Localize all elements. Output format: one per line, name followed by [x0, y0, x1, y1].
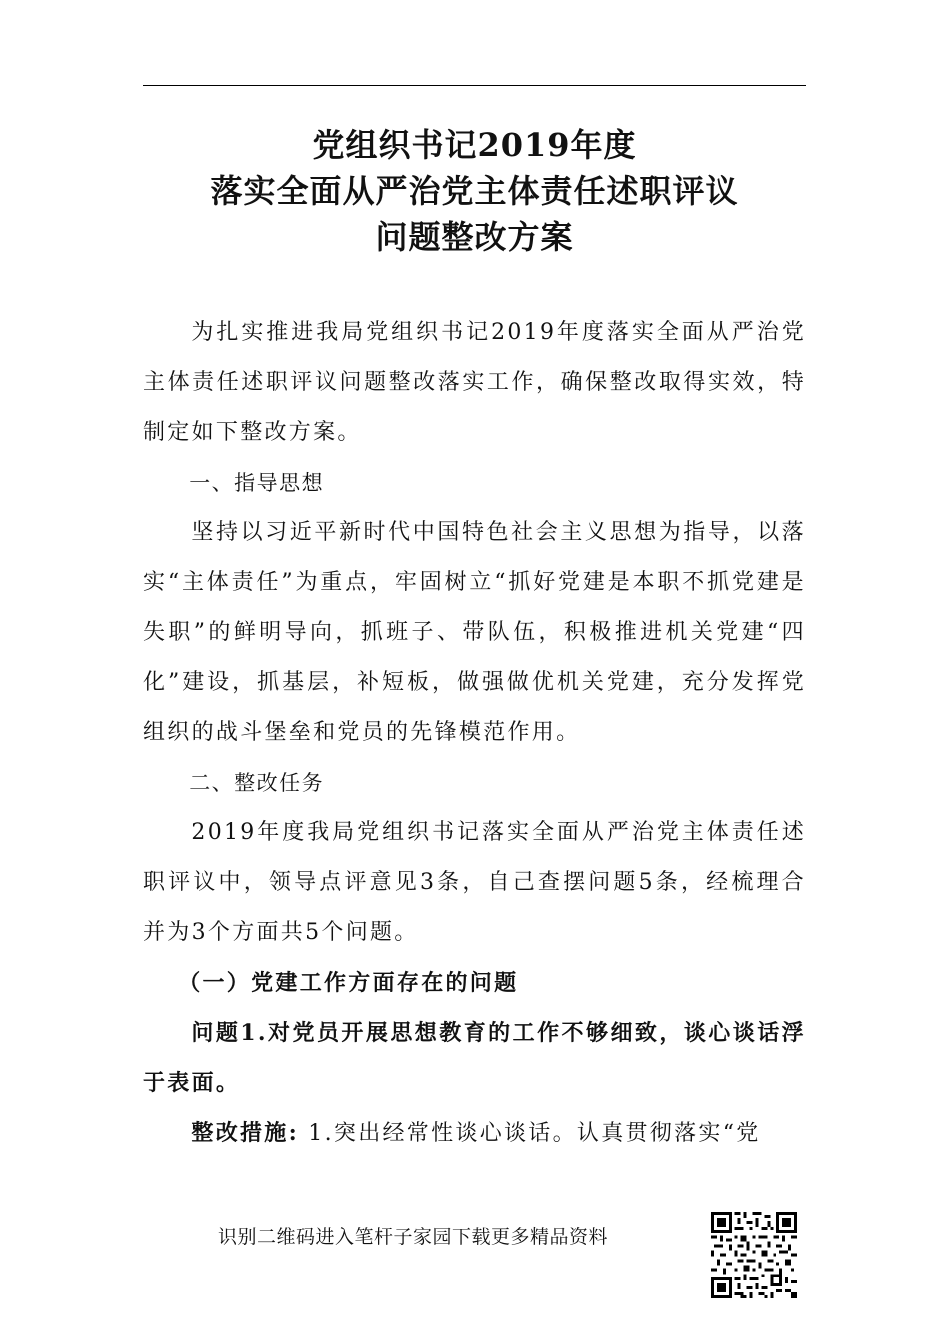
document-body	[143, 308, 806, 1159]
intro-paragraph: 为扎实推进我局党组织书记2019年度落实全面从严治党主体责任述职评议问题整改落实工作，确保整改取得实效，特制定如下整改方案。	[143, 320, 806, 445]
title-line-3: 问题整改方案	[375, 218, 574, 256]
measures-paragraph	[143, 1108, 806, 1159]
qr-code-icon[interactable]	[711, 1212, 797, 1298]
measures-label: 整改措施:	[191, 1120, 300, 1146]
document-title	[143, 122, 806, 260]
section-2-paragraph: 2019年度我局党组织书记落实全面从严治党主体责任述职评议中，领导点评意见3条，自己查摆问题5条，经梳理合并为3个方面共5个问题。	[143, 820, 806, 945]
section-1-heading: 一、指导思想	[189, 471, 325, 495]
section-1-paragraph: 坚持以习近平新时代中国特色社会主义思想为指导，以落实“主体责任”为重点，牢固树立“抓好党建是本职不抓党建是失职”的鲜明导向，抓班子、带队伍，积极推进机关党建“四化”建设，抓基层，补短板，做强做优机关党建，充分发挥党组织的战斗堡垒和党员的先锋模范作用。	[143, 520, 806, 745]
subsection-1-heading: （一）党建工作方面存在的问题	[178, 970, 519, 996]
header-rule	[143, 85, 806, 86]
measures-text: 1.突出经常性谈心谈话。认真贯彻落实“党	[299, 1121, 761, 1146]
title-line-2: 落实全面从严治党主体责任述职评议	[210, 172, 739, 210]
title-line-1: 党组织书记2019年度	[312, 126, 637, 164]
problem-1: 问题1.对党员开展思想教育的工作不够细致，谈心谈话浮于表面。	[143, 1020, 806, 1096]
section-2-heading: 二、整改任务	[189, 771, 325, 795]
footer-promo-text: 识别二维码进入笔杆子家园下载更多精品资料	[218, 1226, 609, 1248]
